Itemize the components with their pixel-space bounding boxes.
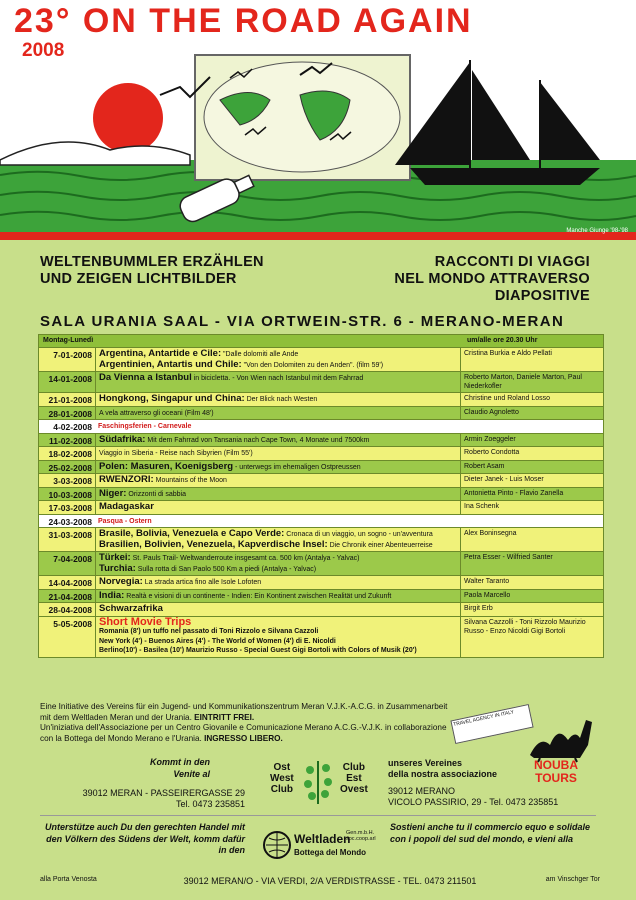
row-description: Argentina, Antartide e Cile: "Dalle dolomiti alle Ande Argentinien, Antartis und Chile: "Von den Dolomiten zu den Anden". (film 59') [95, 348, 460, 371]
weltladen-logo: Weltladen Gen.m.b.H. soc.coop.arl Bottega del Mondo [262, 828, 377, 864]
globe-icon [262, 830, 292, 860]
row-description: RWENZORI: Mountains of the Moon [95, 474, 460, 487]
row-description: Türkei: St. Pauls Trail- Weltwanderroute insgesamt ca. 500 km (Antalya - Yalvac) Turchia: Sulla rotta di San Paolo 500 Km a piedi (Antalya - Yalvac) [95, 552, 460, 575]
row-presenter: Birgit Erb [460, 603, 603, 616]
table-row [39, 347, 603, 371]
row-date: 24-03-2008 [39, 515, 95, 528]
schedule-header: Montag-Lunedì um/alle ore 20.30 Uhr [43, 337, 538, 344]
club-est-ovest-logo: Club Est Ovest [340, 762, 368, 795]
table-row [39, 575, 603, 589]
row-presenter: Walter Taranto [460, 576, 603, 589]
row-date: 4-02-2008 [39, 420, 95, 433]
shop-address-line: alla Porta Venosta 39012 MERAN/O - VIA VERDI, 2/A VERDISTRASSE - TEL. 0473 211501 am Vinschger Tor [40, 876, 600, 886]
row-date: 31-03-2008 [39, 528, 95, 551]
poster-title: 23° ON THE ROAD AGAIN [14, 2, 473, 40]
row-presenter: Dieter Janek - Luis Moser [460, 474, 603, 487]
row-presenter: Antonietta Pinto - Flavio Zanella [460, 488, 603, 501]
artist-credit: Manche Giunge '98-'98 [566, 228, 628, 234]
row-date: 28-04-2008 [39, 603, 95, 616]
row-description: Norvegia: La strada artica fino alle Isole Lofoten [95, 576, 460, 589]
table-row [39, 514, 603, 528]
row-description: A vela attraverso gli oceani (Film 48') [95, 407, 460, 420]
association-label: unseres Vereines della nostra associazione [388, 758, 498, 779]
table-row-last: 5-05-2008 Short Movie Trips Romania (8') un tuffo nel passato di Toni Rizzolo e Silvana Cazzoli New York (4') - Buenos Aires (4') - The World of Women (4') di E. Nicoldi Berlino(10') - Basilea (10') Maurizio Russo - Special Guest Gigi Bortoli with Colors of Musik (20') Silvana Cazzolli - Toni Rizzolo Maurizio Russo - Enzo Nicoldi Gigi Bortoli [39, 616, 603, 657]
table-row [39, 460, 603, 474]
row-date: 17-03-2008 [39, 501, 95, 514]
row-description: Schwarzafrika [95, 603, 460, 616]
table-row [39, 419, 603, 433]
row-date: 21-01-2008 [39, 393, 95, 406]
row-presenter [461, 420, 603, 433]
table-row [39, 500, 603, 514]
table-row [39, 433, 603, 447]
table-row [39, 446, 603, 460]
row-description: Polen: Masuren, Koenigsberg - unterwegs im ehemaligen Ostpreussen [95, 461, 460, 474]
intro-text: Eine Initiative des Vereins für ein Jugend- und Kommunikationszentrum Meran V.J.K.-A.C.G. in Zusammenarbeit mit dem Weltladen Meran und der Urania. EINTRITT FREI. Un'iniziativa dell'Associazione per un Centro Giovanile e Comunicazione Merano A.C.G.-V.J.K. in collaborazione con la Bottega del Mondo Merano e l'Urania. INGRESSO LIBERO. [40, 702, 448, 743]
travel-agency-stamp: TRAVEL AGENCY IN ITALY [450, 704, 533, 744]
row-date: 18-02-2008 [39, 447, 95, 460]
row-presenter [461, 515, 603, 528]
row-date: 21-04-2008 [39, 590, 95, 603]
table-row [39, 406, 603, 420]
row-description: Faschingsferien - Carnevale [95, 420, 461, 433]
row-presenter: Roberto Marton, Daniele Marton, Paul Niederkofler [460, 372, 603, 392]
row-date: 14-01-2008 [39, 372, 95, 392]
header-illustration [0, 0, 636, 240]
row-date: 3-03-2008 [39, 474, 95, 487]
row-description: Brasile, Bolivia, Venezuela e Capo Verde: Cronaca di un viaggio, un sogno - un'avventura Brasilien, Bolivien, Venezuela, Kapverdische Insel: Die Chronik einer Abenteuerreise [95, 528, 460, 551]
fair-trade-text-italian: Sostieni anche tu il commercio equo e solidale con i popoli del sud del mondo, e vieni alla [390, 822, 591, 844]
row-date: 7-01-2008 [39, 348, 95, 371]
row-presenter: Alex Boninsegna [460, 528, 603, 551]
row-presenter: Armin Zoeggeler [460, 434, 603, 447]
tree-logo-icon [298, 756, 338, 806]
row-description: India: Realtà e visioni di un continente - Indien: Ein Kontinent zwischen Realität und Zukunft [95, 590, 460, 603]
row-date: 28-01-2008 [39, 407, 95, 420]
table-row [39, 371, 603, 392]
row-date: 11-02-2008 [39, 434, 95, 447]
table-row [39, 527, 603, 551]
row-presenter: Ina Schenk [460, 501, 603, 514]
table-row [39, 487, 603, 501]
short-movie-title: Short Movie Trips [99, 616, 192, 628]
ost-west-club-logo: Ost West Club [270, 762, 294, 795]
row-date: 7-04-2008 [39, 552, 95, 575]
schedule-table [38, 334, 604, 658]
schedule-rows [39, 347, 603, 616]
club-address: 39012 MERAN - PASSEIRERGASSE 29 Tel. 0473 235851 [82, 788, 245, 809]
row-date: 14-04-2008 [39, 576, 95, 589]
row-description: Madagaskar [95, 501, 460, 514]
table-row [39, 392, 603, 406]
row-description: Hongkong, Singapur und China: Der Blick nach Westen [95, 393, 460, 406]
row-presenter: Claudio Agnoletto [460, 407, 603, 420]
row-description: Pasqua - Ostern [95, 515, 461, 528]
table-row [39, 473, 603, 487]
association-address: 39012 MERANO VICOLO PASSIRIO, 29 - Tel. 0473 235851 [388, 786, 559, 807]
row-presenter: Roberto Condotta [460, 447, 603, 460]
fair-trade-text-german: Unterstütze auch Du den gerechten Handel mit den Völkern des Südens der Welt, komm dafür in den [44, 822, 245, 855]
row-date: 25-02-2008 [39, 461, 95, 474]
row-description: Viaggio in Siberia - Reise nach Sibyrien (Film 55') [95, 447, 460, 460]
table-row [39, 602, 603, 616]
poster-year: 2008 [22, 40, 65, 61]
venue-line: SALA URANIA SAAL - VIA ORTWEIN-STR. 6 - MERANO-MERAN [40, 313, 565, 330]
footer-divider [40, 815, 596, 816]
kommt-label: Kommt in den Venite al [150, 757, 210, 779]
row-presenter: Paola Marcello [460, 590, 603, 603]
row-date: 10-03-2008 [39, 488, 95, 501]
table-row [39, 589, 603, 603]
row-presenter: Petra Esser - Wilfried Santer [460, 552, 603, 575]
row-description: Südafrika: Mit dem Fahrrad von Tansania nach Cape Town, 4 Monate und 7500km [95, 434, 460, 447]
row-presenter: Robert Asam [460, 461, 603, 474]
heading-italian: RACCONTI DI VIAGGI NEL MONDO ATTRAVERSO DIAPOSITIVE [394, 254, 590, 304]
table-row [39, 551, 603, 575]
heading-german: WELTENBUMMLER ERZÄHLEN UND ZEIGEN LICHTBILDER [40, 254, 264, 287]
row-description: Da Vienna a Istanbul in bicicletta. - Von Wien nach Istanbul mit dem Fahrrad [95, 372, 460, 392]
nouba-tours-logo: NOUBA TOURS [534, 758, 578, 785]
row-presenter: Cristina Burkia e Aldo Pellati [460, 348, 603, 371]
row-description: Niger: Orizzonti di sabbia [95, 488, 460, 501]
row-presenter: Christine und Roland Losso [460, 393, 603, 406]
